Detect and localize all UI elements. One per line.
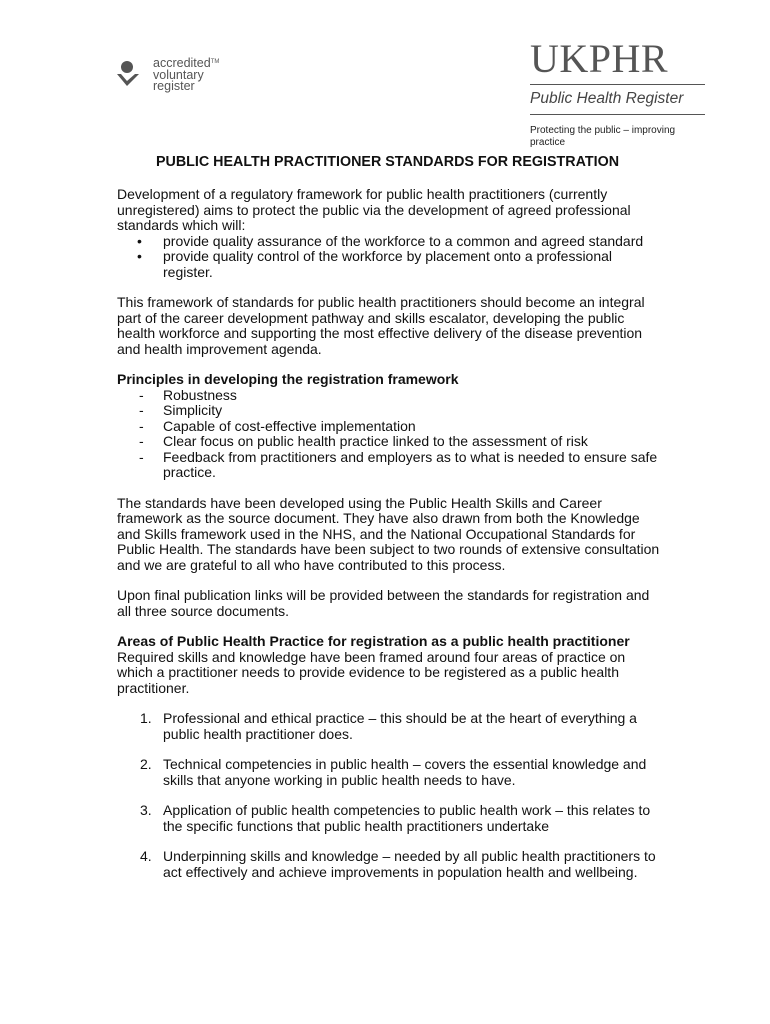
dash-marker: - — [139, 402, 144, 418]
dash-marker: - — [139, 386, 144, 403]
principles-list — [117, 388, 662, 481]
ukphr-subtitle: Public Health Register — [530, 90, 684, 107]
list-item — [117, 403, 662, 419]
ukphr-tagline: Protecting the public – improving practice — [530, 125, 676, 148]
dash-marker: - — [139, 417, 144, 434]
area-number: 2. — [140, 756, 152, 772]
principle-text: Capable of cost-effective implementation — [163, 417, 416, 434]
trademark-mark: TM — [210, 59, 220, 65]
list-item — [117, 434, 662, 450]
bullet-marker: • — [137, 232, 142, 249]
intro-bullet-list — [117, 234, 662, 281]
bullet-text: provide quality control of the workforce by placement onto a professional register. — [163, 248, 613, 280]
ukphr-name: UKPHR — [530, 36, 669, 81]
list-item — [117, 757, 662, 788]
principle-text: Clear focus on public health practice linked to the assessment of risk — [163, 433, 588, 449]
list-item — [117, 711, 662, 742]
tick-person-icon — [115, 58, 149, 92]
list-item — [117, 249, 662, 280]
area-number: 1. — [140, 710, 152, 726]
areas-heading: Areas of Public Health Practice for registration as a public health practitioner — [117, 633, 630, 649]
area-text: Professional and ethical practice – this should be at the heart of everything a public health practitioner does. — [163, 710, 637, 742]
area-number: 4. — [140, 848, 152, 864]
area-text: Technical competencies in public health – covers the essential knowledge and skills that anyone working in public health needs to have. — [163, 756, 647, 788]
ukphr-divider-2 — [530, 114, 705, 115]
list-item — [117, 803, 662, 834]
areas-list — [117, 711, 662, 880]
list-item — [117, 234, 662, 250]
avr-line3: register — [153, 79, 195, 93]
avr-line1: accredited — [153, 56, 211, 70]
list-item — [117, 388, 662, 404]
list-item — [117, 849, 662, 880]
list-item — [117, 450, 662, 481]
ukphr-logo — [530, 38, 705, 149]
principles-heading: Principles in developing the registration framework — [117, 371, 459, 387]
area-number: 3. — [140, 802, 152, 818]
accredited-voluntary-register-logo — [115, 58, 265, 98]
area-text: Underpinning skills and knowledge – needed by all public health practitioners to act effectively and achieve improvements in population health and wellbeing. — [163, 848, 656, 880]
principle-text: Robustness — [163, 386, 237, 403]
document-title: PUBLIC HEALTH PRACTITIONER STANDARDS FOR REGISTRATION — [155, 154, 620, 170]
principle-text: Simplicity — [163, 402, 223, 418]
bullet-text: provide quality assurance of the workforce to a common and agreed standard — [163, 232, 644, 249]
publication-paragraph: Upon final publication links will be provided between the standards for registration and all three source documents. — [117, 587, 650, 619]
bullet-marker: • — [137, 248, 142, 264]
standards-paragraph: The standards have been developed using the Public Health Skills and Career framework as the source document. They have also drawn from both the Knowledge and Skills framework used in the NHS, and the National Occupational Standards for Public Health. The standards have been subject to two rounds of extensive consultation and we are grateful to all who have contributed to this process. — [117, 494, 660, 573]
areas-intro-paragraph: Required skills and knowledge have been framed around four areas of practice on which a practitioner needs to provide evidence to be registered as a public health practitioner. — [117, 648, 626, 696]
framework-paragraph: This framework of standards for public health practitioners should become an integral part of the career development pathway and skills escalator, developing the public health workforce and supporting the most effective delivery of the disease prevention and health improvement agenda. — [117, 294, 645, 357]
area-text: Application of public health competencies to public health work – this relates to the specific functions that public health practitioners undertake — [163, 802, 651, 834]
dash-marker: - — [139, 448, 144, 465]
dash-marker: - — [139, 433, 144, 449]
avr-logo-text — [153, 58, 219, 93]
principle-text: Feedback from practitioners and employers as to what is needed to ensure safe practice. — [163, 448, 658, 480]
avr-line2: voluntary — [153, 67, 204, 82]
intro-paragraph: Development of a regulatory framework for public health practitioners (currently unregistered) aims to protect the public via the development of agreed professional standards which will: — [117, 186, 631, 233]
document-body — [117, 153, 662, 895]
list-item — [117, 419, 662, 435]
ukphr-divider — [530, 84, 705, 85]
